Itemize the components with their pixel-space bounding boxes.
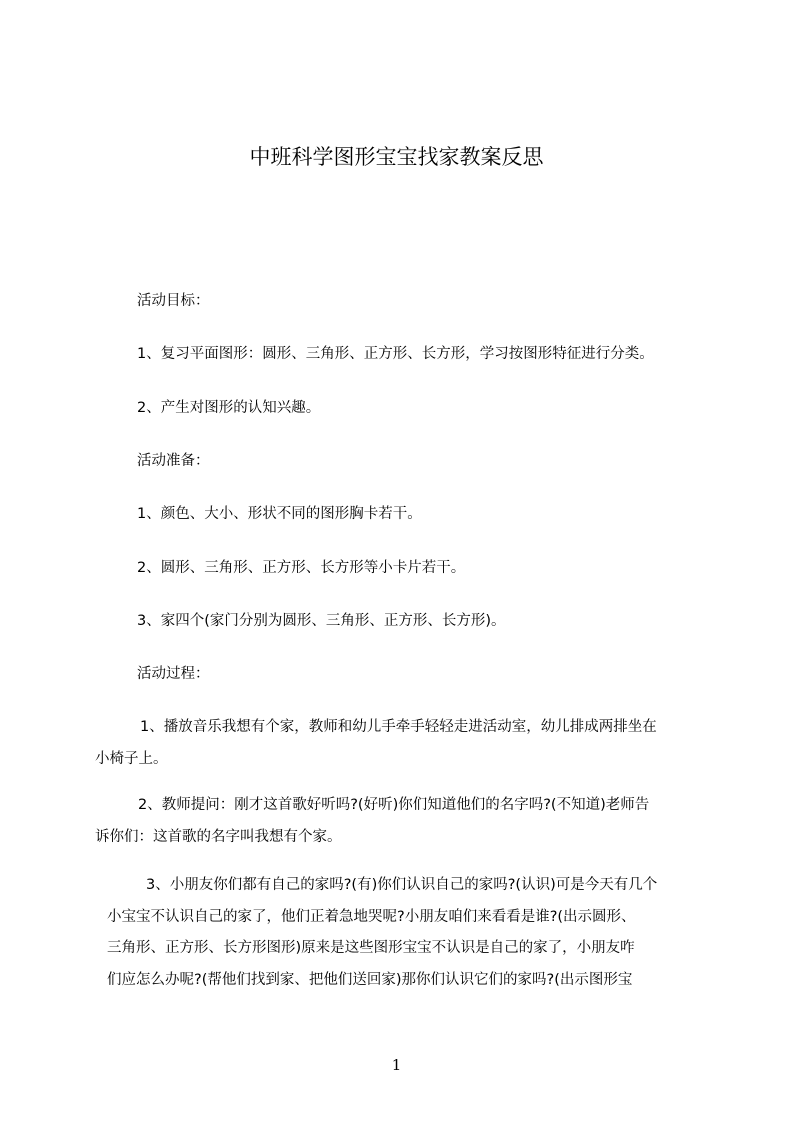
page-number: 1 — [391, 1056, 402, 1074]
goal-item-2: 2、产生对图形的认知兴趣。 — [137, 400, 321, 416]
section-heading-preparation: 活动准备： — [137, 453, 210, 469]
process-step-3-line-3: 三角形、正方形、长方形图形)原来是这些图形宝宝不认识是自己的家了，小朋友咋 — [107, 940, 635, 956]
process-step-3 — [107, 870, 657, 996]
preparation-item-3: 3、家四个(家门分别为圆形、三角形、正方形、长方形)。 — [137, 613, 506, 629]
process-step-1-line-1: 1、播放音乐我想有个家，教师和幼儿手牵手轻轻走进活动室，幼儿排成两排坐在 — [140, 719, 657, 735]
process-step-3-line-1: 3、小朋友你们都有自己的家吗?(有)你们认识自己的家吗?(认识)可是今天有几个 — [146, 877, 658, 893]
section-heading-goals: 活动目标： — [137, 293, 210, 309]
process-step-2 — [95, 790, 649, 853]
goal-item-1: 1、复习平面图形：圆形、三角形、正方形、长方形，学习按图形特征进行分类。 — [137, 346, 654, 362]
process-step-3-line-2: 小宝宝不认识自己的家了，他们正着急地哭呢?小朋友咱们来看看是谁?(出示圆形、 — [107, 908, 636, 925]
section-heading-process: 活动过程： — [137, 666, 210, 682]
process-step-3-line-4: 们应怎么办呢?(帮他们找到家、把他们送回家)那你们认识它们的家吗?(出示图形宝 — [107, 971, 633, 988]
process-step-2-line-2: 诉你们：这首歌的名字叫我想有个家。 — [95, 828, 342, 845]
process-step-1 — [95, 712, 657, 775]
preparation-item-2: 2、圆形、三角形、正方形、长方形等小卡片若干。 — [137, 560, 466, 576]
preparation-item-1: 1、颜色、大小、形状不同的图形胸卡若干。 — [137, 506, 422, 522]
document-title: 中班科学图形宝宝找家教案反思 — [249, 145, 544, 169]
process-step-2-line-1: 2、教师提问：刚才这首歌好听吗?(好听)你们知道他们的名字吗?(不知道)老师告 — [138, 797, 650, 813]
process-step-1-line-2: 小椅子上。 — [95, 750, 168, 767]
